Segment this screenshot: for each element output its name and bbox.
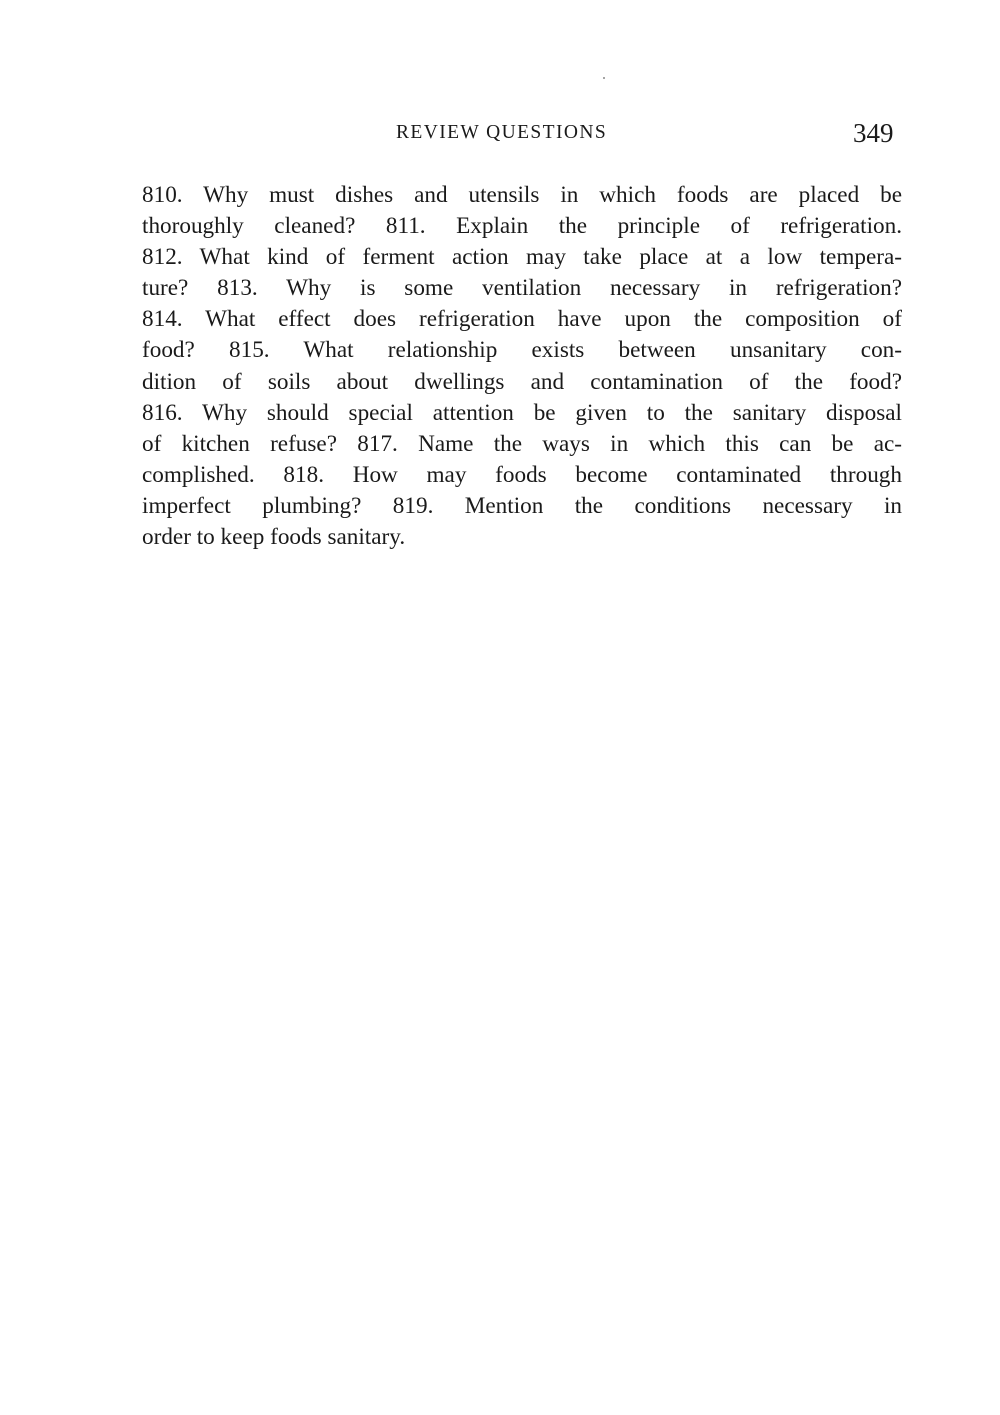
text-line: 812. What kind of ferment action may take place at a low tempera- xyxy=(142,244,902,271)
page-number: 349 xyxy=(853,118,894,148)
text-line: food? 815. What relationship exists between unsanitary con- xyxy=(142,337,902,364)
running-head xyxy=(0,118,1000,158)
running-title: REVIEW QUESTIONS xyxy=(396,122,608,143)
text-line: 814. What effect does refrigeration have upon the composition of xyxy=(142,306,902,333)
text-line: ture? 813. Why is some ventilation necessary in refrigeration? xyxy=(142,275,902,302)
text-line: of kitchen refuse? 817. Name the ways in which this can be ac- xyxy=(142,430,902,457)
text-line: 810. Why must dishes and utensils in which foods are placed be xyxy=(142,182,902,208)
text-line: dition of soils about dwellings and contamination of the food? xyxy=(142,368,902,395)
text-line: order to keep foods sanitary. xyxy=(142,524,406,551)
text-line: thoroughly cleaned? 811. Explain the principle of refrigeration. xyxy=(142,213,902,240)
review-questions-paragraph xyxy=(142,180,902,553)
text-line: imperfect plumbing? 819. Mention the conditions necessary in xyxy=(142,492,902,519)
text-line: complished. 818. How may foods become contaminated through xyxy=(142,461,902,488)
paper-speck xyxy=(603,77,605,79)
text-line: 816. Why should special attention be given to the sanitary disposal xyxy=(142,399,902,426)
